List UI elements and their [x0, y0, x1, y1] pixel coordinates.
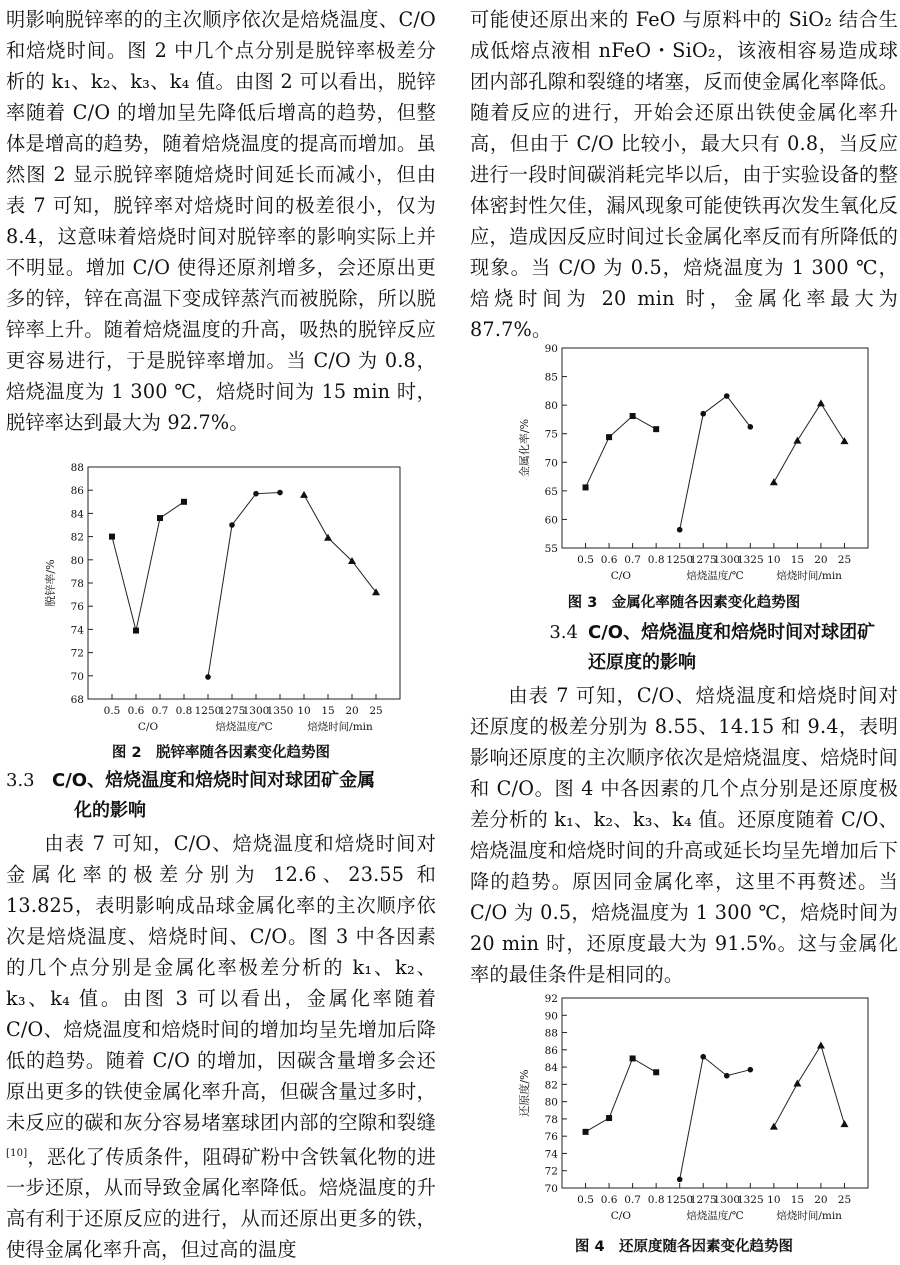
left-paragraph-2-tail: ，恶化了传质条件，阻碍矿粉中含铁氧化物的进一步还原，从而导致金属化率降低。焙烧温度的升高有利于还原反应的进行，从而还原出更多的铁，使得金属化率升高，但过高的温度: [6, 1145, 436, 1262]
y-tick-label: 55: [544, 543, 558, 555]
y-tick-label: 74: [70, 624, 84, 637]
x-tick-label: 25: [369, 705, 383, 717]
x-group-label: 焙烧时间/min: [776, 1210, 842, 1222]
y-tick-label: 90: [544, 343, 558, 355]
series-line: [680, 1057, 751, 1180]
x-tick-label: 0.6: [127, 705, 145, 717]
y-tick-label: 85: [544, 371, 558, 384]
right-paragraph-2: 由表 7 可知，C/O、焙烧温度和焙烧时间对还原度的极差分别为 8.55、14.15 和 9.4，表明影响还原度的主次顺序依次是焙烧温度、焙烧时间和 C/O。图 4 中各因素的几个点分别是还原度极差分析的 k₁、k₂、k₃、k₄ 值。还原度随着 C/O、焙烧温度和焙烧时间的升高或延长均呈先增加后下降的趋势。原因同金属化率，这里不再赘述。当 C/O 为 0.5，焙烧温度为 1 300 ℃，焙烧时间为 20 min 时，还原度最大为 91.5%。这与金属化率的最佳条件是相同的。: [470, 684, 898, 986]
y-axis-label: 金属化率/%: [518, 418, 531, 478]
y-tick-label: 76: [544, 1131, 558, 1144]
y-tick-label: 76: [70, 601, 84, 614]
x-tick-label: 1275: [218, 705, 246, 717]
section-3-4-heading: [470, 618, 898, 678]
y-tick-label: 68: [70, 694, 84, 706]
left-paragraph-2: [6, 828, 436, 1265]
data-point-square: [630, 413, 636, 419]
data-point-triangle: [770, 478, 778, 485]
x-tick-label: 1250: [194, 705, 222, 717]
y-tick-label: 82: [70, 531, 84, 544]
data-point-triangle: [840, 1120, 848, 1127]
left-paragraph-2-text: 由表 7 可知，C/O、焙烧温度和焙烧时间对金属化率的极差分别为 12.6、23.55 和 13.825，表明影响成品球金属化率的主次顺序依次是焙烧温度、焙烧时间、C/O。图 3 中各因素的几个点分别是金属化率极差分析的 k₁、k₂、k₃、k₄ 值。由图 3 可以看出，金属化率随着 C/O、焙烧温度和焙烧时间的增加均呈先增加后降低的趋势。随着 C/O 的增加，因碳含量增多会还原出更多的铁使金属化率升高，但碳含量过多时，未反应的碳和灰分容易堵塞球团内部的空隙和裂缝: [6, 832, 436, 1134]
right-paragraph-1: 可能使还原出来的 FeO 与原料中的 SiO₂ 结合生成低熔点液相 nFeO・SiO₂，该液相容易造成球团内部孔隙和裂缝的堵塞，反而使金属化率降低。随着反应的进行，开始会还原出铁使金属化率升高，但由于 C/O 比较小，最大只有 0.8，当反应进行一段时间碳消耗完毕以后，由于实验设备的整体密封性欠佳，漏风现象可能使铁再次发生氧化反应，造成因反应时间过长金属化率反而有所降低的现象。当 C/O 为 0.5，焙烧温度为 1 300 ℃，焙烧时间为 20 min 时，金属化率最大为 87.7%。: [470, 8, 898, 341]
section-3-3-title-line2: 化的影响: [74, 800, 146, 821]
x-tick-label: 20: [345, 705, 359, 717]
figure-3-chart: [510, 340, 900, 585]
data-point-circle: [205, 674, 211, 680]
x-tick-label: 20: [814, 554, 828, 566]
y-tick-label: 92: [544, 993, 558, 1005]
y-tick-label: 70: [544, 1183, 558, 1195]
x-tick-label: 1350: [266, 705, 294, 717]
series-line: [774, 403, 845, 482]
x-tick-label: 1275: [689, 1194, 717, 1206]
y-tick-label: 75: [544, 428, 558, 441]
x-tick-label: 0.6: [600, 554, 618, 566]
plot-frame: [562, 348, 868, 548]
x-group-label: C/O: [610, 1210, 631, 1222]
y-tick-label: 80: [544, 400, 558, 413]
y-tick-label: 82: [544, 1079, 558, 1092]
data-point-square: [157, 515, 163, 521]
x-tick-label: 1325: [736, 1194, 764, 1206]
section-3-4-number: 3.4: [549, 622, 578, 643]
data-point-square: [653, 1069, 659, 1075]
figure-2-chart: [6, 458, 436, 740]
x-group-label: 焙烧温度/℃: [686, 570, 744, 582]
series-line: [680, 396, 751, 530]
x-tick-label: 0.6: [600, 1194, 618, 1206]
y-tick-label: 84: [544, 1062, 558, 1075]
x-tick-label: 0.8: [647, 1194, 665, 1206]
y-tick-label: 86: [544, 1044, 558, 1057]
x-tick-label: 0.8: [647, 554, 665, 566]
figure-3-caption: 图 3 金属化率随各因素变化趋势图: [567, 595, 801, 611]
section-3-4-title-line1: C/O、焙烧温度和焙烧时间对球团矿: [588, 622, 876, 643]
figure-4-caption: 图 4 还原度随各因素变化趋势图: [574, 1239, 794, 1255]
section-3-3-heading: [6, 766, 436, 826]
data-point-circle: [700, 1054, 706, 1060]
x-tick-label: 0.7: [151, 705, 169, 717]
x-tick-label: 1275: [689, 554, 717, 566]
data-point-circle: [253, 491, 259, 497]
y-tick-label: 70: [70, 670, 84, 683]
figure-2-caption: 图 2 脱锌率随各因素变化趋势图: [111, 745, 331, 761]
data-point-square: [653, 426, 659, 432]
x-tick-label: 25: [837, 554, 852, 566]
x-tick-label: 15: [321, 705, 335, 717]
x-tick-label: 25: [837, 1194, 852, 1206]
data-point-triangle: [300, 491, 308, 498]
y-tick-label: 80: [70, 554, 84, 567]
data-point-circle: [277, 490, 283, 496]
x-group-label: C/O: [137, 721, 159, 733]
data-point-triangle: [817, 399, 825, 406]
y-axis-label: 脱锌率/%: [44, 559, 57, 607]
y-tick-label: 74: [544, 1148, 558, 1161]
section-3-3-number: 3.3: [6, 770, 35, 791]
data-point-triangle: [324, 534, 332, 541]
x-tick-label: 10: [767, 1194, 781, 1206]
left-paragraph-1: 明影响脱锌率的的主次顺序依次是焙烧温度、C/O 和焙烧时间。图 2 中几个点分别是脱锌率极差分析的 k₁、k₂、k₃、k₄ 值。由图 2 可以看出，脱锌率随着 C/O 的增加呈先降低后增高的趋势，但整体是增高的趋势，随着焙烧温度的提高而增加。虽然图 2 显示脱锌率随焙烧时间延长而减小，但由表 7 可知，脱锌率对焙烧时间的极差很小，仅为 8.4，这意味着焙烧时间对脱锌率的影响实际上并不明显。增加 C/O 使得还原剂增多，会还原出更多的锌，锌在高温下变成锌蒸汽而被脱除，所以脱锌率上升。随着焙烧温度的升高，吸热的脱锌反应更容易进行，于是脱锌率增加。当 C/O 为 0.8，焙烧温度为 1 300 ℃，焙烧时间为 15 min 时，脱锌率达到最大为 92.7%。: [6, 8, 436, 434]
data-point-circle: [677, 1177, 683, 1183]
series-line: [586, 416, 657, 487]
y-tick-label: 78: [544, 1113, 558, 1126]
data-point-square: [133, 628, 139, 634]
x-tick-label: 15: [790, 1194, 805, 1206]
x-tick-label: 1250: [666, 1194, 694, 1206]
data-point-circle: [229, 522, 235, 528]
series-line: [304, 495, 376, 592]
x-group-label: 焙烧温度/℃: [686, 1210, 744, 1222]
section-3-4-title-line2: 还原度的影响: [588, 652, 696, 673]
x-tick-label: 0.7: [624, 554, 641, 566]
data-point-square: [630, 1055, 636, 1061]
series-line: [774, 1046, 845, 1127]
x-tick-label: 1250: [666, 554, 694, 566]
data-point-square: [583, 1129, 589, 1135]
data-point-circle: [724, 393, 730, 399]
y-axis-label: 还原度/%: [518, 1069, 531, 1117]
data-point-square: [583, 484, 589, 490]
x-tick-label: 1325: [736, 554, 764, 566]
plot-frame: [562, 998, 868, 1188]
data-point-square: [606, 434, 612, 440]
y-tick-label: 70: [544, 457, 558, 470]
y-tick-label: 86: [70, 485, 84, 498]
x-tick-label: 1300: [242, 705, 270, 717]
data-point-square: [181, 499, 187, 505]
x-group-label: C/O: [610, 570, 631, 582]
x-tick-label: 1300: [713, 1194, 741, 1206]
data-point-square: [606, 1115, 612, 1121]
x-group-label: 焙烧时间/min: [776, 570, 842, 582]
y-tick-label: 88: [544, 1027, 558, 1040]
data-point-triangle: [817, 1042, 825, 1049]
data-point-square: [109, 534, 115, 540]
data-point-triangle: [840, 437, 848, 444]
x-group-label: 焙烧时间/min: [307, 721, 373, 733]
y-tick-label: 60: [544, 514, 558, 527]
y-tick-label: 72: [70, 647, 84, 660]
data-point-circle: [677, 527, 683, 533]
data-point-circle: [748, 1067, 754, 1073]
data-point-triangle: [793, 437, 801, 444]
x-tick-label: 0.5: [103, 705, 121, 717]
x-tick-label: 15: [790, 554, 805, 566]
plot-frame: [88, 467, 400, 699]
y-tick-label: 84: [70, 508, 84, 521]
y-tick-label: 72: [544, 1165, 558, 1178]
data-point-circle: [700, 411, 706, 417]
x-tick-label: 20: [814, 1194, 828, 1206]
citation-10: [10]: [6, 1148, 28, 1159]
data-point-triangle: [793, 1080, 801, 1087]
x-tick-label: 0.5: [577, 1194, 594, 1206]
series-line: [208, 493, 280, 677]
series-line: [586, 1058, 657, 1131]
x-tick-label: 10: [767, 554, 781, 566]
x-tick-label: 0.5: [577, 554, 594, 566]
y-tick-label: 90: [544, 1010, 558, 1023]
x-group-label: 焙烧温度/℃: [215, 721, 273, 733]
figure-4-chart: [510, 990, 900, 1230]
y-tick-label: 88: [70, 462, 84, 474]
data-point-circle: [724, 1073, 730, 1079]
section-3-3-title-line1: C/O、焙烧温度和焙烧时间对球团矿金属: [52, 770, 376, 791]
y-tick-label: 65: [544, 485, 558, 498]
series-line: [112, 502, 184, 631]
y-tick-label: 78: [70, 578, 84, 590]
x-tick-label: 0.8: [175, 705, 193, 717]
data-point-triangle: [770, 1123, 778, 1130]
x-tick-label: 10: [297, 705, 311, 717]
data-point-circle: [748, 424, 754, 430]
x-tick-label: 0.7: [624, 1194, 641, 1206]
y-tick-label: 80: [544, 1096, 558, 1109]
x-tick-label: 1300: [713, 554, 741, 566]
